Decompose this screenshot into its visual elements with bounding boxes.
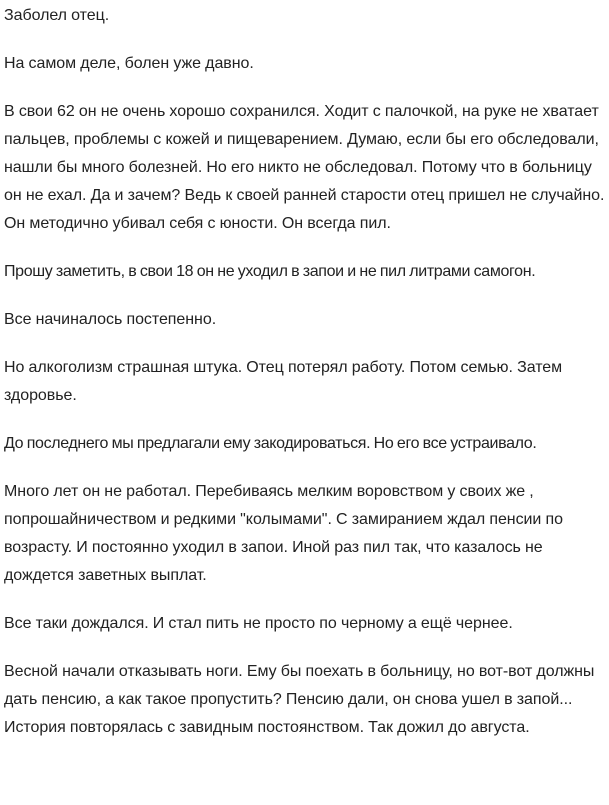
paragraph-5: Все начиналось постепенно. (4, 311, 217, 328)
paragraph-1: Заболел отец. (4, 7, 110, 24)
paragraph-4: Прошу заметить, в свои 18 он не уходил в запои и не пил литрами самогон. (4, 263, 536, 280)
paragraph-6: Но алкоголизм страшная штука. Отец потерял работу. Потом семью. Затем здоровье. (4, 359, 563, 404)
paragraph-8: Много лет он не работал. Перебиваясь мелким воровством у своих же , попрошайничеством и редкими "колымами". С замиранием ждал пенсии по возрасту. И постоянно уходил в запои. Иной раз пил так, что казалось не дождется заветных выплат. (4, 483, 563, 584)
paragraph-9: Все таки дождался. И стал пить не просто по черному а ещё чернее. (4, 615, 513, 632)
paragraph-2: На самом деле, болен уже давно. (4, 55, 254, 72)
paragraph-3: В свои 62 он не очень хорошо сохранился. Ходит с палочкой, на руке не хватает пальцев, проблемы с кожей и пищеварением. Думаю, если бы его обследовали, нашли бы много болезней. Но его никто не обследовал. Потому что в больницу он не ехал. Да и зачем? Ведь к своей ранней старости отец пришел не случайно. Он методично убивал себя с юности. Он всегда пил. (4, 103, 605, 232)
paragraph-7: До последнего мы предлагали ему закодироваться. Но его все устраивало. (4, 435, 537, 452)
paragraph-10: Весной начали отказывать ноги. Ему бы поехать в больницу, но вот-вот должны дать пенсию, а как такое пропустить? Пенсию дали, он снова ушел в запой... История повторялась с завидным постоянством. Так дожил до августа. (4, 663, 595, 736)
